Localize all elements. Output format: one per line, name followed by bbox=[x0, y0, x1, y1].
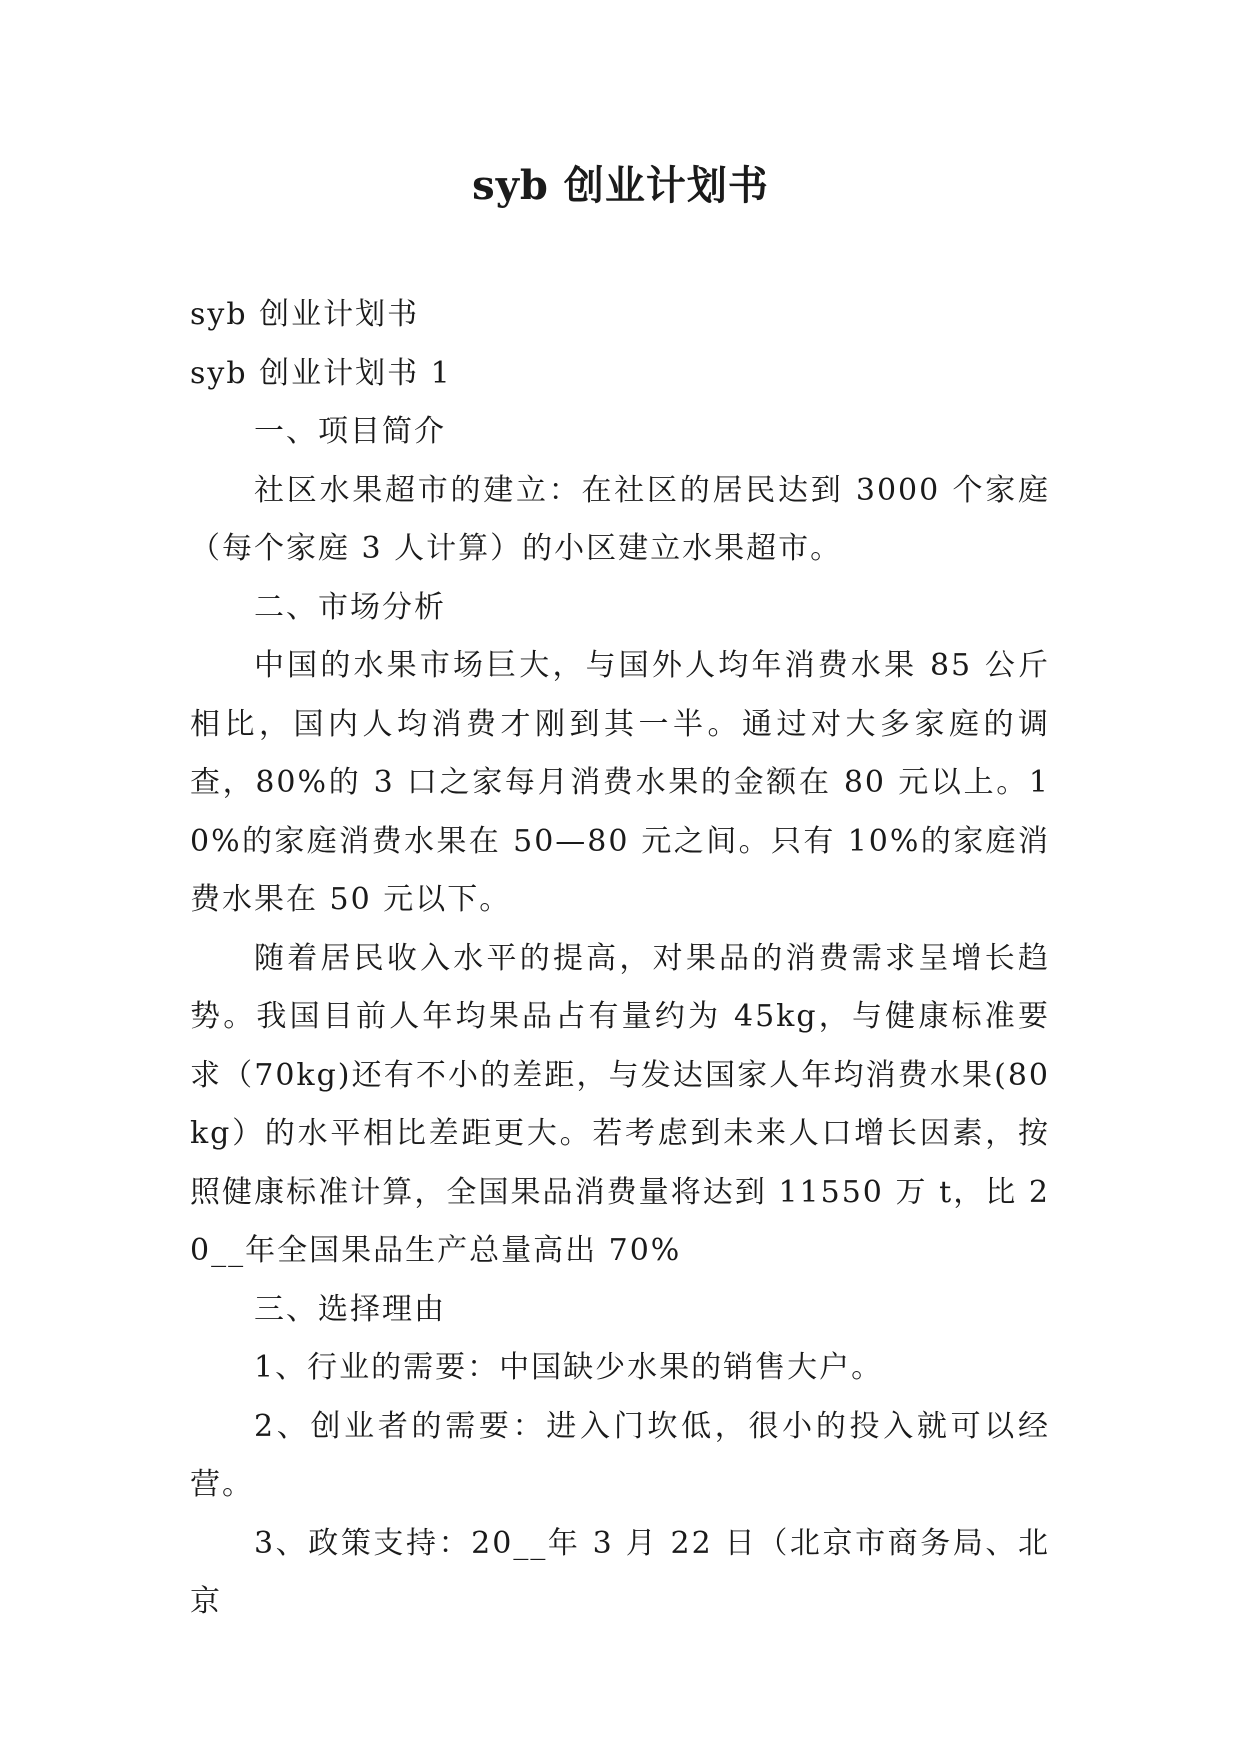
paragraph-heading-line: syb 创业计划书 bbox=[190, 297, 420, 332]
document-title: syb 创业计划书 bbox=[472, 162, 769, 209]
list-item-policy-support: 3、政策支持：20__年 3 月 22 日（北京市商务局、北京 bbox=[190, 1525, 1050, 1619]
section-heading-project-intro: 一、项目简介 bbox=[254, 414, 446, 449]
paragraph-consumption-trend: 随着居民收入水平的提高，对果品的消费需求呈增长趋势。我国目前人年均果品占有量约为 45kg，与健康标准要求（70kg)还有不小的差距，与发达国家人年均消费水果(80kg）的水平相比差距更大。若考虑到未来人口增长因素，按照健康标准计算，全国果品消费量将达到 11550 万 t，比 20__年全国果品生产总量高出 70% bbox=[190, 940, 1050, 1268]
section-heading-market-analysis: 二、市场分析 bbox=[254, 589, 446, 625]
paragraph-market-size: 中国的水果市场巨大，与国外人均年消费水果 85 公斤相比，国内人均消费才刚到其一半。通过对大多家庭的调查，80%的 3 口之家每月消费水果的金额在 80 元以上。10%的家庭消费水果在 50—80 元之间。只有 10%的家庭消费水果在 50 元以下。 bbox=[190, 648, 1050, 917]
section-heading-reasons: 三、选择理由 bbox=[254, 1291, 446, 1327]
paragraph-subheading-line: syb 创业计划书 1 bbox=[190, 355, 452, 391]
list-item-industry-need: 1、行业的需要：中国缺少水果的销售大户。 bbox=[254, 1350, 884, 1385]
document-body bbox=[190, 286, 1050, 1632]
paragraph-project-intro: 社区水果超市的建立：在社区的居民达到 3000 个家庭（每个家庭 3 人计算）的小区建立水果超市。 bbox=[190, 472, 1050, 566]
list-item-entrepreneur-need: 2、创业者的需要：进入门坎低，很小的投入就可以经营。 bbox=[190, 1408, 1050, 1502]
